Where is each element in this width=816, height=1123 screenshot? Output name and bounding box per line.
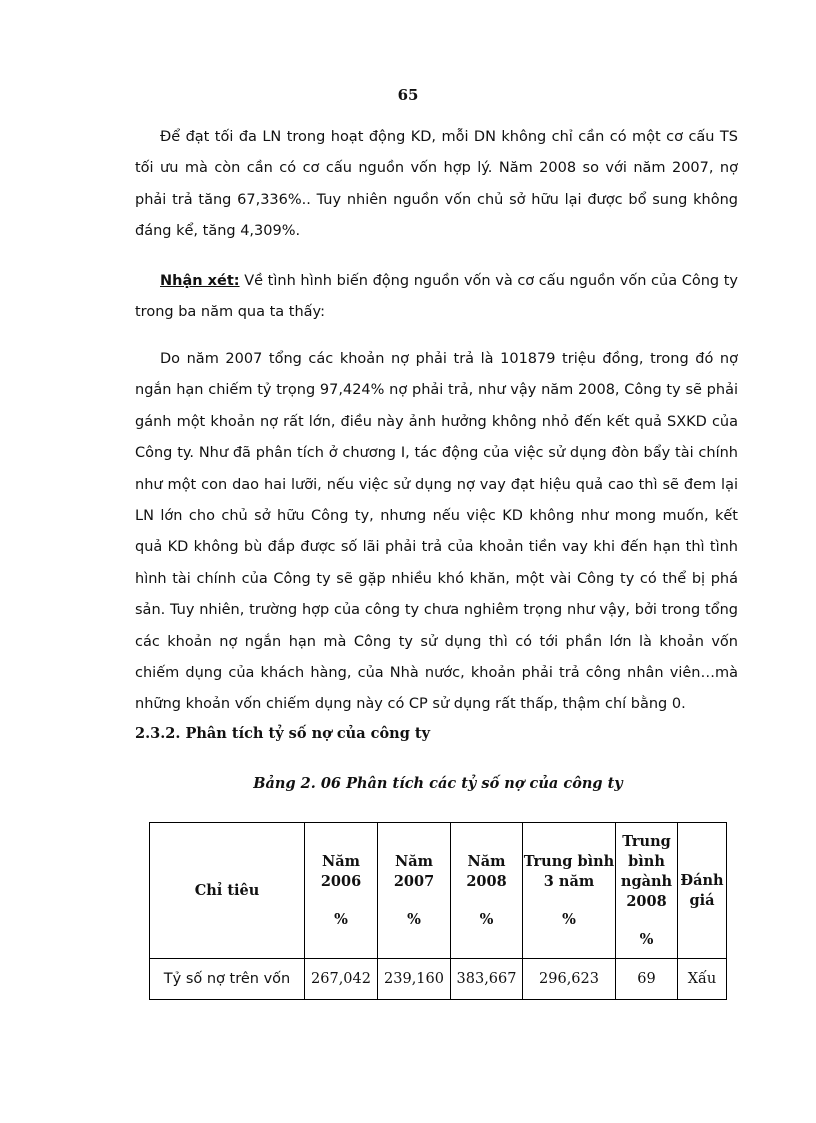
- remark-label: Nhận xét:: [160, 273, 240, 289]
- table-header-row: [150, 823, 727, 959]
- table-cell: 383,667: [451, 959, 523, 1000]
- table-cell: Xấu: [678, 959, 727, 1000]
- table-cell: 239,160: [378, 959, 451, 1000]
- paragraph-debt-analysis: [135, 344, 738, 721]
- paragraph-capital-structure: [135, 122, 738, 248]
- remark-text: Về tình hình biến động nguồn vốn và cơ cấu nguồn vốn của Công ty trong ba năm qua ta thấy:: [135, 273, 739, 321]
- header-year-2006: Năm 2006 %: [305, 823, 378, 959]
- header-year-2007: Năm 2007 %: [378, 823, 451, 959]
- page-number: 65: [397, 86, 419, 104]
- header-indicator: Chỉ tiêu: [150, 823, 305, 959]
- table-row: [150, 959, 727, 1000]
- table-cell: 296,623: [523, 959, 616, 1000]
- header-industry-average: Trung bình ngành 2008 %: [616, 823, 678, 959]
- table-cell: Tỷ số nợ trên vốn: [150, 959, 305, 1000]
- header-year-2008: Năm 2008 %: [451, 823, 523, 959]
- section-heading: 2.3.2. Phân tích tỷ số nợ của công ty: [135, 725, 430, 742]
- header-three-year-average: Trung bình 3 năm %: [523, 823, 616, 959]
- header-assessment: Đánh giá: [678, 823, 727, 959]
- paragraph-text: Do năm 2007 tổng các khoản nợ phải trả là 101879 triệu đồng, trong đó nợ ngắn hạn chiếm tỷ trọng 97,424% nợ phải trả, như vậy năm 2008, Công ty sẽ phải gánh một khoản nợ rất lớn, điều này ảnh hưởng không nhỏ đến kết quả SXKD của Công ty. Như đã phân tích ở chương I, tác động của việc sử dụng đòn bẩy tài chính như một con dao hai lưỡi, nếu việc sử dụng nợ vay đạt hiệu quả cao thì sẽ đem lại LN lớn cho chủ sở hữu Công ty, nhưng nếu việc KD không như mong muốn, kết quả KD không bù đắp được số lãi phải trả của khoản tiền vay khi đến hạn thì tình hình tài chính của Công ty sẽ gặp nhiều khó khăn, một vài Công ty có thể bị phá sản. Tuy nhiên, trường hợp của công ty chưa nghiêm trọng như vậy, bởi trong tổng các khoản nợ ngắn hạn mà Công ty sử dụng thì có tới phần lớn là khoản vốn chiếm dụng của khách hàng, của Nhà nước, khoản phải trả công nhân viên…mà những khoản vốn chiếm dụng này có CP sử dụng rất thấp, thậm chí bằng 0.: [135, 351, 738, 713]
- table-cell: 69: [616, 959, 678, 1000]
- paragraph-text: Để đạt tối đa LN trong hoạt động KD, mỗi DN không chỉ cần có một cơ cấu TS tối ưu mà còn cần có cơ cấu nguồn vốn hợp lý. Năm 2008 so với năm 2007, nợ phải trả tăng 67,336%.. Tuy nhiên nguồn vốn chủ sở hữu lại được bổ sung không đáng kể, tăng 4,309%.: [135, 129, 738, 240]
- table-caption: Bảng 2. 06 Phân tích các tỷ số nợ của công ty: [253, 775, 623, 792]
- table-cell: 267,042: [305, 959, 378, 1000]
- paragraph-remark: [135, 266, 738, 329]
- debt-ratio-table: [149, 822, 727, 1000]
